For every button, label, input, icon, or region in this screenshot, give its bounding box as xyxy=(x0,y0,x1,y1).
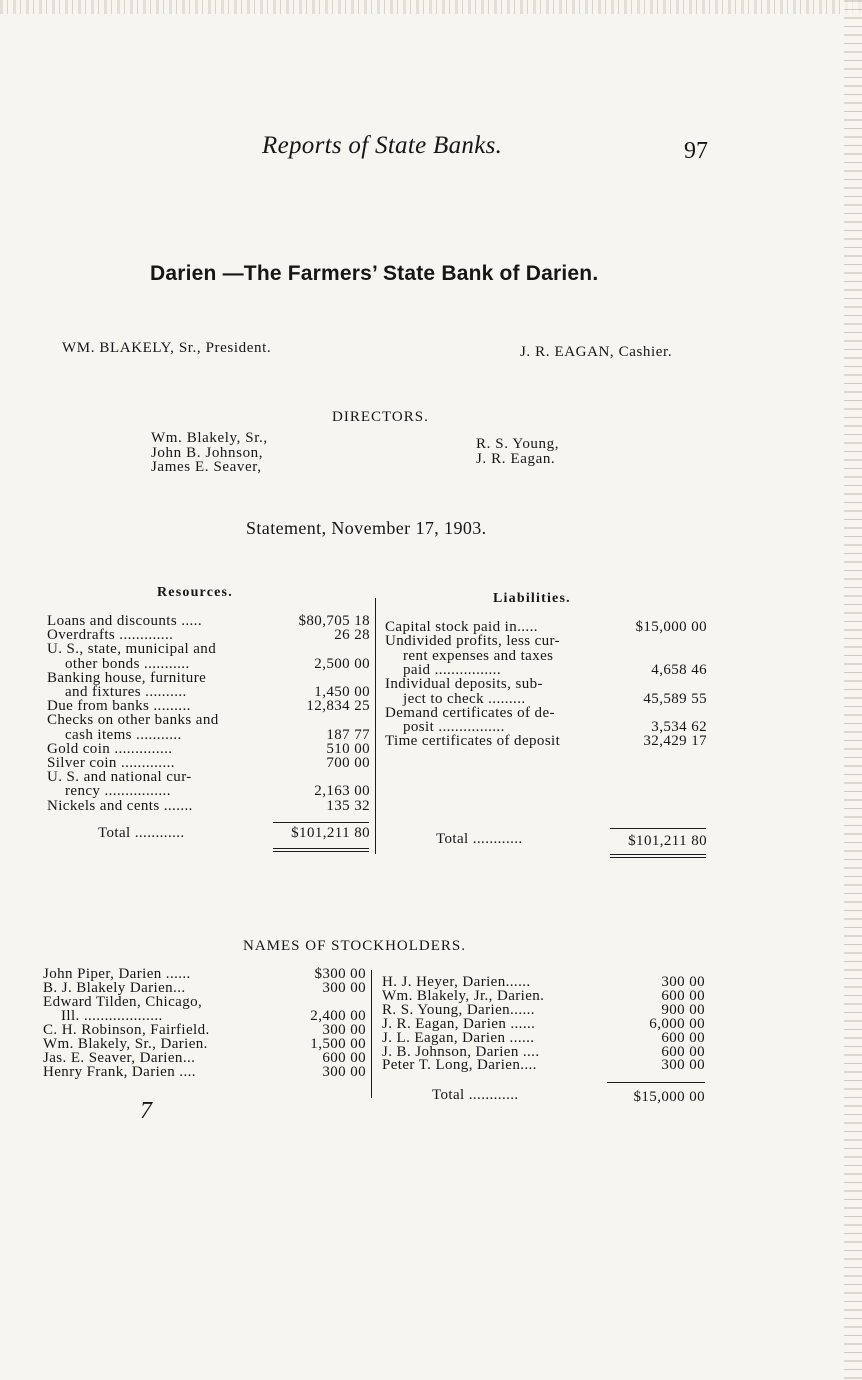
resource-item-label: U. S. and national cur- xyxy=(47,769,192,786)
stockholders-total-amount: $15,000 00 xyxy=(633,1089,705,1105)
liability-item-amount: 32,429 17 xyxy=(643,733,707,750)
president-line: WM. BLAKELY, Sr., President. xyxy=(62,340,272,356)
liability-item-amount: $15,000 00 xyxy=(635,619,707,635)
liabilities-heading: Liabilities. xyxy=(493,591,571,606)
resource-item-amount: 12,834 25 xyxy=(306,698,370,715)
liability-item-label: Undivided profits, less cur- xyxy=(385,633,561,650)
director-name: R. S. Young, xyxy=(476,436,560,452)
liabilities-total-amount: $101,211 80 xyxy=(628,833,707,849)
resource-item-amount: 135 32 xyxy=(326,797,370,814)
resource-item-amount: 510 00 xyxy=(326,740,370,757)
resource-item-amount: 1,450 00 xyxy=(314,684,370,700)
bank-title: Darien —The Farmers’ State Bank of Darien. xyxy=(150,262,599,285)
resource-item-label: U. S., state, municipal and xyxy=(47,641,217,658)
liability-item-label: paid ................ xyxy=(403,661,501,678)
stockholder-left-amount: $300 00 xyxy=(314,966,366,982)
stockholder-right-label: H. J. Heyer, Darien...... xyxy=(382,974,531,990)
stockholder-left-amount: 600 00 xyxy=(322,1050,366,1066)
liability-item-label: rent expenses and taxes xyxy=(403,647,554,664)
liabilities-double-rule-a xyxy=(610,854,706,855)
liability-item-amount: 4,658 46 xyxy=(651,661,707,678)
resource-item-label: Banking house, furniture xyxy=(47,669,207,686)
stockholders-total-rule xyxy=(607,1082,705,1083)
stockholder-right-label: Peter T. Long, Darien.... xyxy=(382,1057,537,1074)
running-header-title: Reports of State Banks. xyxy=(262,132,503,159)
stockholder-right-label: J. B. Johnson, Darien .... xyxy=(382,1043,540,1060)
liability-item-amount: 3,534 62 xyxy=(651,719,707,736)
resource-item-label: Gold coin .............. xyxy=(47,740,173,757)
stockholders-column-divider xyxy=(371,970,372,1098)
stockholder-left-label: C. H. Robinson, Fairfield. xyxy=(43,1022,210,1038)
stockholder-right-label: R. S. Young, Darien...... xyxy=(382,1001,535,1018)
liabilities-total-label: Total ............ xyxy=(436,831,523,847)
liability-item-label: Demand certificates of de- xyxy=(385,704,555,721)
director-name: John B. Johnson, xyxy=(151,444,264,461)
stockholder-left-label: Wm. Blakely, Sr., Darien. xyxy=(43,1036,208,1052)
resources-double-rule-a xyxy=(273,848,369,849)
stockholder-left-label: Edward Tilden, Chicago, xyxy=(43,994,203,1010)
stockholder-right-amount: 900 00 xyxy=(661,1001,705,1018)
resource-item-label: Overdrafts ............. xyxy=(47,627,174,644)
resources-total-amount: $101,211 80 xyxy=(291,825,370,841)
statement-title: Statement, November 17, 1903. xyxy=(246,518,487,538)
stockholder-right-amount: 300 00 xyxy=(661,974,705,990)
director-name: J. R. Eagan. xyxy=(476,450,556,467)
scan-edge-top xyxy=(0,0,862,14)
stockholder-left-label: John Piper, Darien ...... xyxy=(43,966,191,982)
stockholder-left-label: Jas. E. Seaver, Darien... xyxy=(43,1050,196,1066)
stockholder-left-amount: 300 00 xyxy=(322,1064,366,1080)
statement-column-divider xyxy=(375,598,376,854)
cashier-line: J. R. EAGAN, Cashier. xyxy=(520,344,673,360)
stockholder-right-label: J. R. Eagan, Darien ...... xyxy=(382,1015,536,1032)
stockholder-left-amount: 300 00 xyxy=(322,980,366,996)
resource-item-amount: 2,163 00 xyxy=(314,783,370,800)
resource-item-amount: 26 28 xyxy=(334,627,370,644)
stockholder-left-amount: 2,400 00 xyxy=(310,1008,366,1024)
liability-item-label: Capital stock paid in..... xyxy=(385,619,538,635)
stockholder-left-label: B. J. Blakely Darien... xyxy=(43,980,186,996)
liability-item-label: Time certificates of deposit xyxy=(385,733,561,750)
director-name: Wm. Blakely, Sr., xyxy=(151,430,268,446)
stockholder-right-amount: 600 00 xyxy=(661,987,705,1004)
resources-heading: Resources. xyxy=(157,585,233,600)
resource-item-label: Due from banks ......... xyxy=(47,698,191,715)
resource-item-label: Loans and discounts ..... xyxy=(47,613,202,629)
resource-item-amount: $80,705 18 xyxy=(298,613,370,629)
stockholder-right-label: Wm. Blakely, Jr., Darien. xyxy=(382,987,545,1004)
page-number: 97 xyxy=(684,138,708,164)
stockholder-right-amount: 300 00 xyxy=(661,1057,705,1074)
stockholder-left-amount: 300 00 xyxy=(322,1022,366,1038)
resource-item-amount: 2,500 00 xyxy=(314,655,370,672)
resources-total-label: Total ............ xyxy=(98,825,185,841)
resource-item-label: other bonds ........... xyxy=(65,655,190,672)
stockholder-right-label: J. L. Eagan, Darien ...... xyxy=(382,1029,535,1046)
stockholders-heading: NAMES OF STOCKHOLDERS. xyxy=(243,938,467,954)
stockholder-left-label: Ill. ................... xyxy=(61,1008,163,1024)
signature-mark: 7 xyxy=(140,1098,152,1124)
resource-item-label: rency ................ xyxy=(65,783,171,800)
stockholder-left-amount: 1,500 00 xyxy=(310,1036,366,1052)
resource-item-label: and fixtures .......... xyxy=(65,684,187,700)
liability-item-label: Individual deposits, sub- xyxy=(385,676,543,693)
resource-item-label: Nickels and cents ....... xyxy=(47,797,193,814)
stockholders-total-label: Total ............ xyxy=(432,1087,519,1103)
resource-item-label: Silver coin ............. xyxy=(47,755,175,771)
director-name: James E. Seaver, xyxy=(151,459,262,475)
stockholder-left-label: Henry Frank, Darien .... xyxy=(43,1064,196,1080)
resource-item-label: cash items ........... xyxy=(65,726,182,743)
stockholder-right-amount: 600 00 xyxy=(661,1029,705,1046)
stockholder-right-amount: 600 00 xyxy=(661,1043,705,1060)
liabilities-total-rule xyxy=(610,828,706,829)
resource-item-label: Checks on other banks and xyxy=(47,712,219,729)
resources-total-rule xyxy=(273,822,369,823)
resource-item-amount: 700 00 xyxy=(326,755,370,771)
directors-heading: DIRECTORS. xyxy=(332,409,429,425)
resource-item-amount: 187 77 xyxy=(326,726,370,743)
liability-item-label: posit ................ xyxy=(403,719,505,736)
stockholder-right-amount: 6,000 00 xyxy=(649,1015,705,1032)
liabilities-double-rule-b xyxy=(610,857,706,858)
liability-item-amount: 45,589 55 xyxy=(643,690,707,707)
liability-item-label: ject to check ......... xyxy=(403,690,526,707)
scan-edge-right xyxy=(844,0,862,1380)
resources-double-rule-b xyxy=(273,851,369,852)
